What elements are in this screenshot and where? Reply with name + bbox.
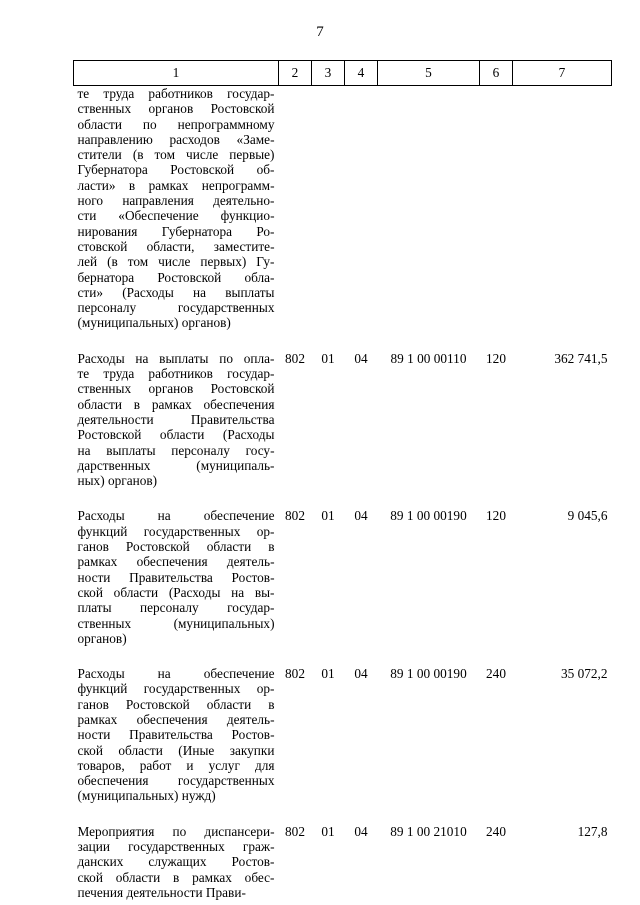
description-line: персоналу государственных <box>77 300 275 316</box>
description-line: сти «Обеспечение функцио- <box>77 208 275 224</box>
row-description <box>74 666 279 824</box>
description-line: ласти» в рамках непрограмм- <box>77 177 275 193</box>
description-line: товаров, работ и услуг для <box>77 757 275 773</box>
description-line: те труда работников государ- <box>77 86 275 101</box>
expense-type-code: 240 <box>486 666 506 682</box>
table-row <box>74 508 612 666</box>
subsection-code <box>345 86 378 351</box>
description-line: ственных органов Ростовской <box>77 101 275 117</box>
amount: 362 741,5 <box>554 350 608 366</box>
description-line: платы персоналу государ- <box>77 600 275 616</box>
header-col-3: 3 <box>312 61 345 86</box>
ministry-code: 802 <box>285 666 305 682</box>
ministry-code: 802 <box>285 508 305 524</box>
expense-type-code: 240 <box>486 823 506 839</box>
amount <box>513 86 612 351</box>
budget-table <box>73 60 612 900</box>
description-line: функций государственных ор- <box>77 523 275 539</box>
target-item-code: 89 1 00 00190 <box>390 508 467 524</box>
description-line: ственных (муниципальных) <box>77 615 275 631</box>
amount: 127,8 <box>577 823 608 839</box>
section-code <box>312 86 345 351</box>
row-description <box>74 86 279 351</box>
description-line: Ростовской области (Расходы <box>77 427 275 443</box>
description-line: бернатора Ростовской обла- <box>77 269 275 285</box>
description-line: (муниципальных) нужд) <box>77 788 216 804</box>
description-line: печения деятельности Прави- <box>77 884 246 900</box>
description-line: ской области в рамках обес- <box>77 869 275 885</box>
description-line: нирования Губернатора Ро- <box>77 223 275 239</box>
description-line: зации государственных граж- <box>77 839 275 855</box>
description-line: дарственных (муниципаль- <box>77 457 275 473</box>
subsection-code: 04 <box>354 823 368 839</box>
description-line: Мероприятия по диспансери- <box>77 823 275 839</box>
description-line: ности Правительства Ростов- <box>77 727 275 743</box>
description-line: Расходы на обеспечение <box>77 666 275 682</box>
table-row <box>74 86 612 351</box>
subsection-code: 04 <box>354 350 368 366</box>
description-line: ственных органов Ростовской <box>77 381 275 397</box>
description-line: направлению расходов «Заме- <box>77 131 275 147</box>
header-col-1: 1 <box>74 61 279 86</box>
expense-type-code <box>480 86 513 351</box>
description-line: (муниципальных) органов) <box>77 315 231 331</box>
section-code: 01 <box>321 823 335 839</box>
row-description <box>74 351 279 509</box>
header-col-6: 6 <box>480 61 513 86</box>
subsection-code: 04 <box>354 508 368 524</box>
section-code: 01 <box>321 666 335 682</box>
description-line: ганов Ростовской области в <box>77 696 275 712</box>
description-line: стители (в том числе первые) <box>77 147 275 163</box>
table-row <box>74 666 612 824</box>
row-description <box>74 508 279 666</box>
description-line: данских служащих Ростов- <box>77 854 275 870</box>
row-description <box>74 824 279 900</box>
table-row <box>74 351 612 509</box>
target-item-code: 89 1 00 21010 <box>390 823 467 839</box>
header-col-5: 5 <box>378 61 480 86</box>
description-line: области в рамках обеспечения <box>77 396 275 412</box>
target-item-code: 89 1 00 00190 <box>390 666 467 682</box>
description-line: ности Правительства Ростов- <box>77 569 275 585</box>
amount: 9 045,6 <box>567 508 608 524</box>
description-line: Губернатора Ростовской об- <box>77 162 275 178</box>
section-code: 01 <box>321 350 335 366</box>
description-line: функций государственных ор- <box>77 681 275 697</box>
header-col-7: 7 <box>513 61 612 86</box>
description-line: лей (в том числе первых) Гу- <box>77 254 275 270</box>
description-line: на выплаты персоналу госу- <box>77 442 275 458</box>
description-line: ской области (Иные закупки <box>77 742 275 758</box>
header-col-2: 2 <box>279 61 312 86</box>
ministry-code <box>279 86 312 351</box>
description-line: рамках обеспечения деятель- <box>77 711 275 727</box>
description-line: ного направления деятельно- <box>77 193 275 209</box>
description-line: органов) <box>77 630 127 646</box>
table-header-row <box>74 61 612 86</box>
description-line: области по непрограммному <box>77 116 275 132</box>
description-line: рамках обеспечения деятель- <box>77 554 275 570</box>
ministry-code: 802 <box>285 350 305 366</box>
ministry-code: 802 <box>285 823 305 839</box>
description-line: стовской области, заместите- <box>77 238 275 254</box>
target-item-code: 89 1 00 00110 <box>390 350 467 366</box>
description-line: ганов Ростовской области в <box>77 539 275 555</box>
description-line: Расходы на обеспечение <box>77 508 275 524</box>
section-code: 01 <box>321 508 335 524</box>
description-line: деятельности Правительства <box>77 411 275 427</box>
description-line: обеспечения государственных <box>77 773 275 789</box>
table-body <box>74 86 612 901</box>
target-item-code <box>378 86 480 351</box>
description-line: те труда работников государ- <box>77 366 275 382</box>
description-line: ской области (Расходы на вы- <box>77 584 275 600</box>
page-number: 7 <box>316 24 324 40</box>
description-line: сти» (Расходы на выплаты <box>77 284 275 300</box>
table-row <box>74 824 612 900</box>
subsection-code: 04 <box>354 666 368 682</box>
amount: 35 072,2 <box>560 666 608 682</box>
expense-type-code: 120 <box>486 350 506 366</box>
expense-type-code: 120 <box>486 508 506 524</box>
description-line: Расходы на выплаты по опла- <box>77 350 275 366</box>
description-line: ных) органов) <box>77 473 158 489</box>
header-col-4: 4 <box>345 61 378 86</box>
